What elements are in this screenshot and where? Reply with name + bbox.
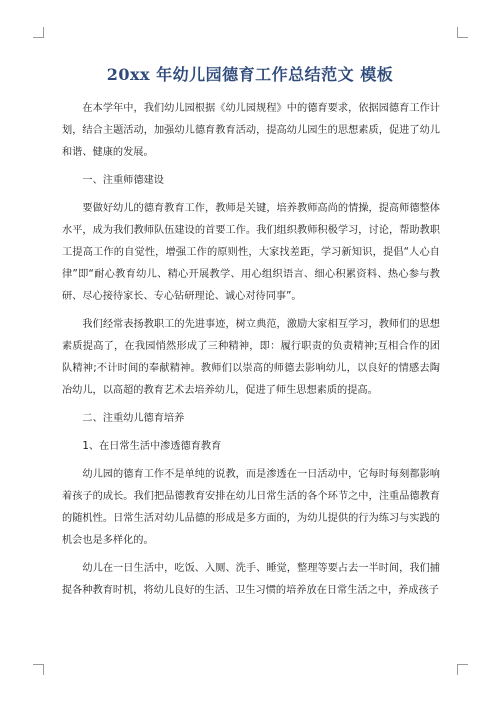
crop-mark-top-right: [457, 27, 468, 38]
crop-mark-top-left: [33, 27, 44, 38]
paragraph-teacher-spirit: 我们经常表扬教职工的先进事迹，树立典范，激励大家相互学习，教师们的思想素质提高了，在我园悄然形成了三种精神，即：履行职责的负责精神;互相合作的团队精神;不计时间的奉献精神。教师们以崇高的师德去影响幼儿，以良好的情感去陶冶幼儿，以高超的教育艺术去培养幼儿，促进了师生思想素质的提高。: [62, 319, 440, 396]
document-title: 20xx 年幼儿园德育工作总结范文 模板: [106, 65, 394, 84]
subsection-heading-daily-life: 1、在日常生活中渗透德育教育: [82, 441, 222, 452]
crop-mark-bottom-right: [457, 664, 468, 675]
paragraph-teacher-ethics: 要做好幼儿的德育教育工作，教师是关键，培养教师高尚的情操，提高师德整体水平，成为我们教师队伍建设的首要工作。我们组织教师积极学习，讨论，帮助教职工提高工作的自觉性，增强工作的原则性，大家找差距，学习新知识，提倡“人心自律”即“耐心教育幼儿、精心开展教学、用心组织语言、细心积累资料、热心参与教研、尽心接待家长、专心钻研理论、诚心对待同事”。: [62, 203, 440, 302]
crop-mark-bottom-left: [33, 664, 44, 675]
paragraph-daily-routine: 幼儿在一日生活中，吃饭、入厕、洗手、睡觉，整理等要占去一半时间，我们捕捉各种教育时机，将幼儿良好的生活、卫生习惯的培养放在日常生活之中，养成孩子: [62, 563, 440, 596]
paragraph-daily-life: 幼儿园的德育工作不是单纯的说教，而是渗透在一日活动中，它每时每刻都影响着孩子的成长。我们把品德教育安排在幼儿日常生活的各个环节之中，注重品德教育的随机性。日常生活对幼儿品德的形成是多方面的，为幼儿提供的行为练习与实践的机会也是多样化的。: [62, 469, 440, 546]
paragraph-intro: 在本学年中，我们幼儿园根据《幼儿园规程》中的德育要求，依据园德育工作计划，结合主题活动，加强幼儿德育教育活动，提高幼儿园生的思想素质，促进了幼儿和谐、健康的发展。: [62, 103, 440, 158]
section-heading-teacher-ethics: 一、注重师德建设: [82, 175, 164, 186]
document-body: [62, 98, 440, 608]
section-heading-child-moral: 二、注重幼儿德育培养: [82, 413, 185, 424]
